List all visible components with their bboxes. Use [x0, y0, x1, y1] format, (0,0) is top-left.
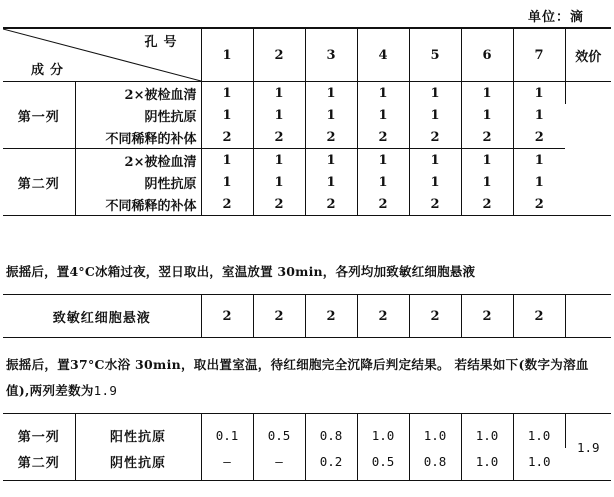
- cell-value: 1.0: [409, 414, 461, 449]
- column-header: 7: [513, 28, 565, 82]
- component-name: 阴性抗原: [75, 104, 201, 126]
- cell-value: 1: [534, 152, 544, 168]
- cell-value: 1: [461, 104, 513, 126]
- cell-value: 1.0: [527, 453, 551, 469]
- table-row: [3, 295, 611, 338]
- cell-value: 2: [357, 193, 409, 216]
- component-name: 不同稀释的补体: [75, 193, 201, 216]
- cell-value: 1: [357, 82, 409, 105]
- cell-value: 1: [357, 171, 409, 193]
- cell-value: 1: [461, 149, 513, 172]
- cell-value: 1: [305, 82, 357, 105]
- cell-value: 2: [253, 295, 305, 338]
- table-row: [3, 171, 611, 193]
- cell-value: 2: [201, 193, 253, 216]
- series-label: 第一列: [3, 414, 75, 449]
- cell-value: 2: [253, 126, 305, 149]
- cell-value: 0.1: [201, 414, 253, 449]
- sensitized-cells-table: [3, 294, 611, 338]
- group-label: 第二列: [3, 149, 75, 216]
- cell-value: 1: [201, 149, 253, 172]
- column-header: 2: [253, 28, 305, 82]
- cell-value: 1: [409, 104, 461, 126]
- component-name: 2×被检血清: [75, 82, 201, 105]
- cell-value: —: [253, 448, 305, 481]
- cell-value: 1.0: [357, 414, 409, 449]
- cell-value: 1: [305, 171, 357, 193]
- column-header: 4: [357, 28, 409, 82]
- cell-value: 1.0: [461, 448, 513, 481]
- cell-value: 2: [513, 295, 565, 338]
- cell-value: 1: [201, 104, 253, 126]
- cell-value: 0.5: [357, 448, 409, 481]
- cell-value: 2: [534, 196, 544, 212]
- component-label: 成分: [31, 63, 70, 78]
- cell-value: 1: [513, 82, 565, 105]
- cell-value: 0.8: [409, 448, 461, 481]
- cell-value: 1: [534, 174, 544, 190]
- cell-value: 1: [357, 104, 409, 126]
- result-table: [3, 413, 611, 481]
- cell-value: 2: [409, 295, 461, 338]
- cell-value: 2: [461, 295, 513, 338]
- column-header: 3: [305, 28, 357, 82]
- cell-value: 1: [201, 82, 253, 105]
- sensitized-label: 致敏红细胞悬液: [3, 295, 201, 338]
- cell-value: 1.0: [461, 414, 513, 449]
- header-row: [3, 28, 611, 82]
- component-name: 不同稀释的补体: [75, 126, 201, 149]
- cell-value: 1: [461, 82, 513, 105]
- table-row: [3, 448, 611, 481]
- antigen-label: 阴性抗原: [75, 448, 201, 481]
- table-row: [3, 193, 611, 216]
- group-label: 第一列: [3, 82, 75, 149]
- column-header: 1: [201, 28, 253, 82]
- cell-value: 2: [305, 193, 357, 216]
- titer-value: 1.9: [576, 439, 600, 455]
- column-header: 6: [461, 28, 513, 82]
- note2-text: 振摇后，置37°C水浴 30min，取出置室温，待红细胞完全沉降后判定结果。 若结果如下(数字为溶血值),两列差数为: [6, 357, 589, 398]
- difference-value: 1.9: [93, 383, 118, 398]
- cell-value: 1: [461, 171, 513, 193]
- cell-value: 1: [409, 82, 461, 105]
- cell-value: 1: [409, 171, 461, 193]
- column-header: 5: [409, 28, 461, 82]
- cell-value: 1: [357, 149, 409, 172]
- unit-label: 单位：滴: [527, 10, 584, 25]
- component-name: 阴性抗原: [75, 171, 201, 193]
- cell-value: 1: [534, 107, 544, 123]
- cell-value: 1: [305, 104, 357, 126]
- cell-value: 2: [253, 193, 305, 216]
- table-row: [3, 82, 611, 105]
- efficacy-header: 效价: [565, 28, 611, 82]
- cell-value: 1: [253, 171, 305, 193]
- cell-value: 2: [357, 295, 409, 338]
- cell-value: 0.5: [253, 414, 305, 449]
- cell-value: 2: [409, 193, 461, 216]
- table-row: [3, 126, 611, 149]
- cell-value: 1: [253, 104, 305, 126]
- procedure-note-2: [6, 352, 606, 404]
- cell-value: 2: [513, 126, 565, 149]
- efficacy-cell: [565, 82, 611, 216]
- cell-value: 2: [201, 126, 253, 149]
- diagonal-header-cell: [3, 28, 201, 82]
- main-table: [3, 27, 611, 216]
- cell-value: 0.8: [305, 414, 357, 449]
- cell-value: 1.0: [513, 414, 565, 449]
- series-label: 第二列: [3, 448, 75, 481]
- cell-value: 2: [461, 126, 513, 149]
- empty-cell: [565, 295, 611, 338]
- cell-value: 1: [201, 171, 253, 193]
- cell-value: 1: [253, 82, 305, 105]
- table-row: [3, 149, 611, 172]
- procedure-note-1: 振摇后，置4°C冰箱过夜，翌日取出，室温放置 30min，各列均加致敏红细胞悬液: [6, 264, 476, 279]
- cell-value: —: [201, 448, 253, 481]
- hole-number-label: 孔号: [144, 35, 183, 50]
- cell-value: 1: [253, 149, 305, 172]
- cell-value: 2: [305, 295, 357, 338]
- antigen-label: 阳性抗原: [75, 414, 201, 449]
- table-row: [3, 414, 611, 449]
- cell-value: 1: [305, 149, 357, 172]
- cell-value: 1: [409, 149, 461, 172]
- cell-value: 2: [461, 193, 513, 216]
- component-name: 2×被检血清: [75, 149, 201, 172]
- cell-value: 2: [409, 126, 461, 149]
- table-row: [3, 104, 611, 126]
- cell-value: 2: [357, 126, 409, 149]
- cell-value: 2: [305, 126, 357, 149]
- cell-value: 0.2: [305, 448, 357, 481]
- cell-value: 2: [201, 295, 253, 338]
